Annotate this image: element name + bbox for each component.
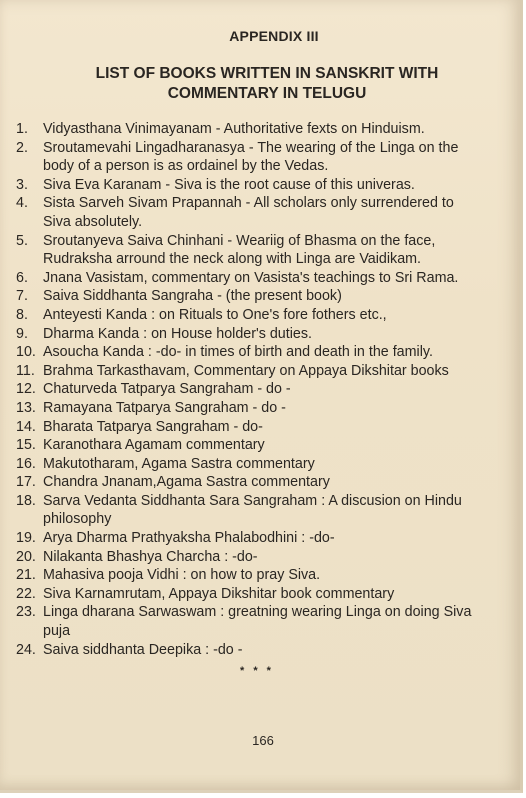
list-item-text: Siva Karnamrutam, Appaya Dikshitar book commentary [43, 585, 395, 602]
list-item-number: 22. [16, 585, 36, 602]
list-item [16, 529, 484, 548]
list-item-number: 16. [16, 455, 36, 472]
list-item-number: 14. [16, 418, 36, 435]
list-item [16, 269, 484, 288]
list-item-text: Ramayana Tatparya Sangraham - do - [43, 399, 286, 416]
list-item-text: Sista Sarveh Sivam Prapannah - All scholars only surrendered to Siva absolutely. [43, 195, 454, 230]
list-item-text: Vidyasthana Vinimayanam - Authoritative fexts on Hinduism. [43, 121, 425, 137]
list-item-number: 17. [16, 474, 36, 491]
list-item-number: 20. [16, 548, 36, 565]
list-item-text: Chandra Jnanam,Agama Sastra commentary [43, 474, 330, 491]
list-item [16, 380, 484, 399]
page-number: 166 [252, 733, 274, 748]
list-item [16, 603, 484, 640]
list-item-text: Saiva siddhanta Deepika : -do - [43, 641, 243, 658]
list-item-text: Sarva Vedanta Siddhanta Sara Sangraham : A discusion on Hindu philosophy [43, 492, 462, 528]
list-item-text: Chaturveda Tatparya Sangraham - do - [43, 381, 291, 398]
list-item-number: 13. [16, 399, 36, 416]
list-item [16, 641, 484, 660]
list-item [16, 566, 484, 585]
list-item-text: Nilakanta Bhashya Charcha : -do- [43, 548, 258, 565]
list-item-number: 15. [16, 437, 36, 454]
list-item [16, 120, 484, 139]
list-item-text: Anteyesti Kanda : on Rituals to One's fore fothers etc., [43, 306, 387, 323]
list-item [16, 492, 484, 529]
list-item-number: 12. [16, 381, 36, 398]
list-item-text: Saiva Siddhanta Sangraha - (the present book) [43, 288, 342, 305]
list-item-text: Mahasiva pooja Vidhi : on how to pray Siva. [43, 567, 321, 584]
list-item-text: Karanothara Agamam commentary [43, 437, 265, 454]
list-item [16, 306, 484, 325]
list-item-number: 9. [16, 325, 28, 342]
list-item-number: 18. [16, 492, 36, 509]
list-item [16, 436, 484, 455]
list-item-number: 8. [16, 306, 28, 323]
list-item-number: 7. [16, 288, 28, 305]
list-item [16, 399, 484, 418]
list-item-number: 23. [16, 604, 36, 621]
list-item-text: Jnana Vasistam, commentary on Vasista's teachings to Sri Rama. [43, 269, 459, 286]
list-item-number: 2. [16, 139, 28, 156]
list-item-text: Arya Dharma Prathyaksha Phalabodhini : -do- [43, 530, 335, 547]
list-item-number: 21. [16, 567, 36, 584]
list-item [16, 418, 484, 437]
list-item-text: Sroutanyeva Saiva Chinhani - Weariig of Bhasma on the face, Rudraksha arround the neck along with Linga are Vaidikam. [43, 232, 436, 268]
list-item-text: Dharma Kanda : on House holder's duties. [43, 325, 312, 342]
list-item-number: 19. [16, 530, 36, 547]
list-item [16, 139, 484, 176]
list-item-text: Makutotharam, Agama Sastra commentary [43, 455, 315, 472]
page-title [0, 64, 520, 104]
title-line-2: COMMENTARY IN TELUGU [167, 85, 367, 102]
list-item [16, 585, 484, 604]
list-item-number: 24. [16, 641, 36, 658]
list-item [16, 343, 484, 362]
list-item-number: 5. [16, 232, 28, 249]
list-item-number: 11. [16, 362, 35, 379]
list-item-number: 10. [16, 344, 36, 361]
list-item-number: 3. [16, 176, 28, 193]
list-item-text: Asoucha Kanda : -do- in times of birth and death in the family. [43, 344, 433, 361]
end-mark: * * * [240, 665, 274, 677]
title-line-1: LIST OF BOOKS WRITTEN IN SANSKRIT WITH [95, 65, 439, 82]
list-item [16, 232, 484, 269]
list-item-text: Brahma Tarkasthavam, Commentary on Appaya Dikshitar books [43, 362, 449, 379]
list-item [16, 362, 484, 381]
list-item-text: Siva Eva Karanam - Siva is the root cause of this univeras. [43, 176, 415, 193]
list-item [16, 194, 484, 231]
list-item [16, 455, 484, 474]
list-item-text: Bharata Tatparya Sangraham - do- [43, 418, 263, 435]
list-item [16, 548, 484, 567]
list-item [16, 176, 484, 195]
list-item-text: Linga dharana Sarwaswam : greatning wearing Linga on doing Siva puja [43, 604, 472, 640]
list-item-number: 1. [16, 121, 28, 137]
list-item-text: Sroutamevahi Lingadharanasya - The wearing of the Linga on the body of a person is as ordainel by the Vedas. [43, 139, 459, 175]
list-item [16, 287, 484, 306]
list-item-number: 4. [16, 195, 28, 212]
list-item [16, 473, 484, 492]
appendix-heading: APPENDIX III [229, 28, 319, 44]
list-item-number: 6. [16, 269, 28, 286]
list-item [16, 325, 484, 344]
book-list [16, 120, 484, 659]
